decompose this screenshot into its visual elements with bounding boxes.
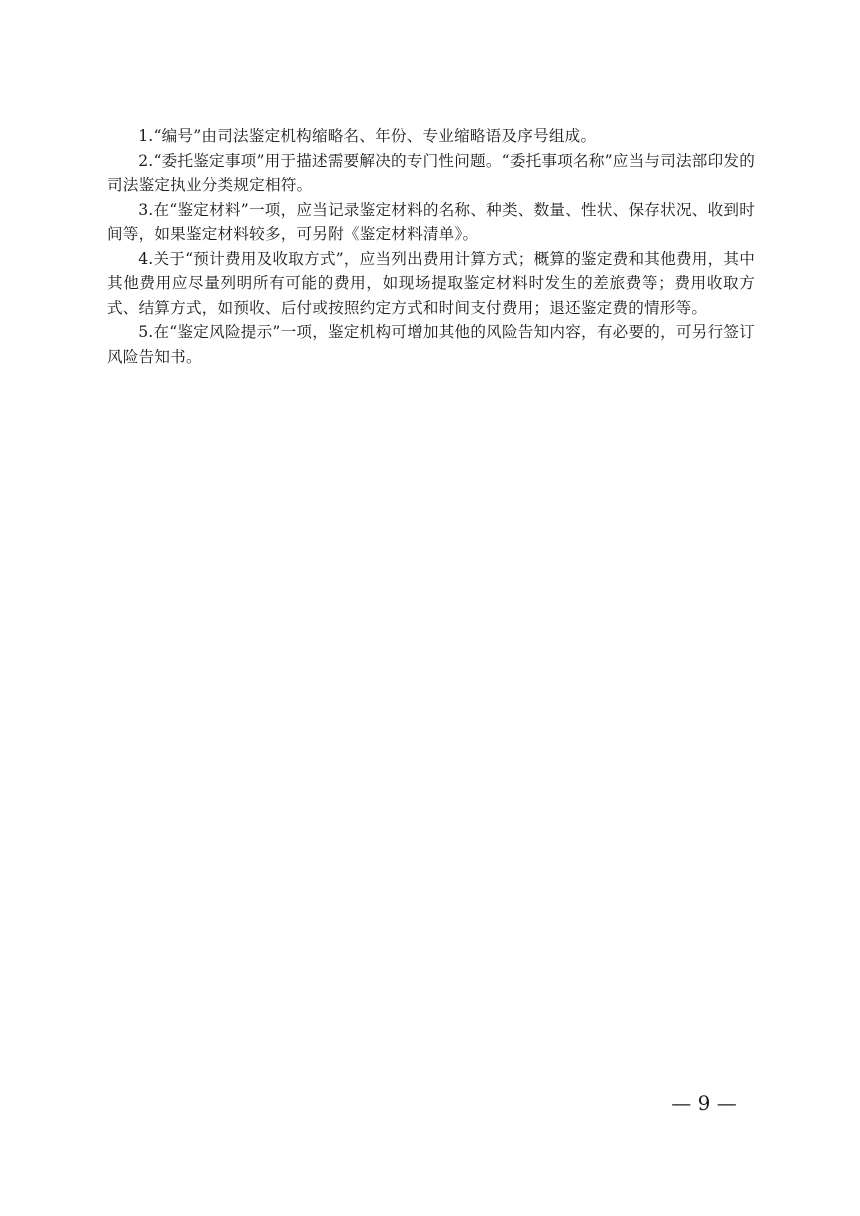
notes-section	[107, 124, 755, 369]
note-item-5: 5.在“鉴定风险提示”一项，鉴定机构可增加其他的风险告知内容，有必要的，可另行签订风险告知书。	[107, 323, 755, 366]
note-item-4: 4.关于“预计费用及收取方式”，应当列出费用计算方式；概算的鉴定费和其他费用，其中其他费用应尽量列明所有可能的费用，如现场提取鉴定材料时发生的差旅费等；费用收取方式、结算方式，如预收、后付或按照约定方式和时间支付费用；退还鉴定费的情形等。	[107, 249, 755, 317]
page-number: — 9 —	[671, 1091, 737, 1115]
note-item-3: 3.在“鉴定材料”一项，应当记录鉴定材料的名称、种类、数量、性状、保存状况、收到时间等，如果鉴定材料较多，可另附《鉴定材料清单》。	[107, 200, 755, 243]
note-item-2: 2.“委托鉴定事项”用于描述需要解决的专门性问题。“委托事项名称”应当与司法部印发的司法鉴定执业分类规定相符。	[107, 151, 755, 194]
note-item-1: 1.“编号”由司法鉴定机构缩略名、年份、专业缩略语及序号组成。	[138, 127, 597, 145]
